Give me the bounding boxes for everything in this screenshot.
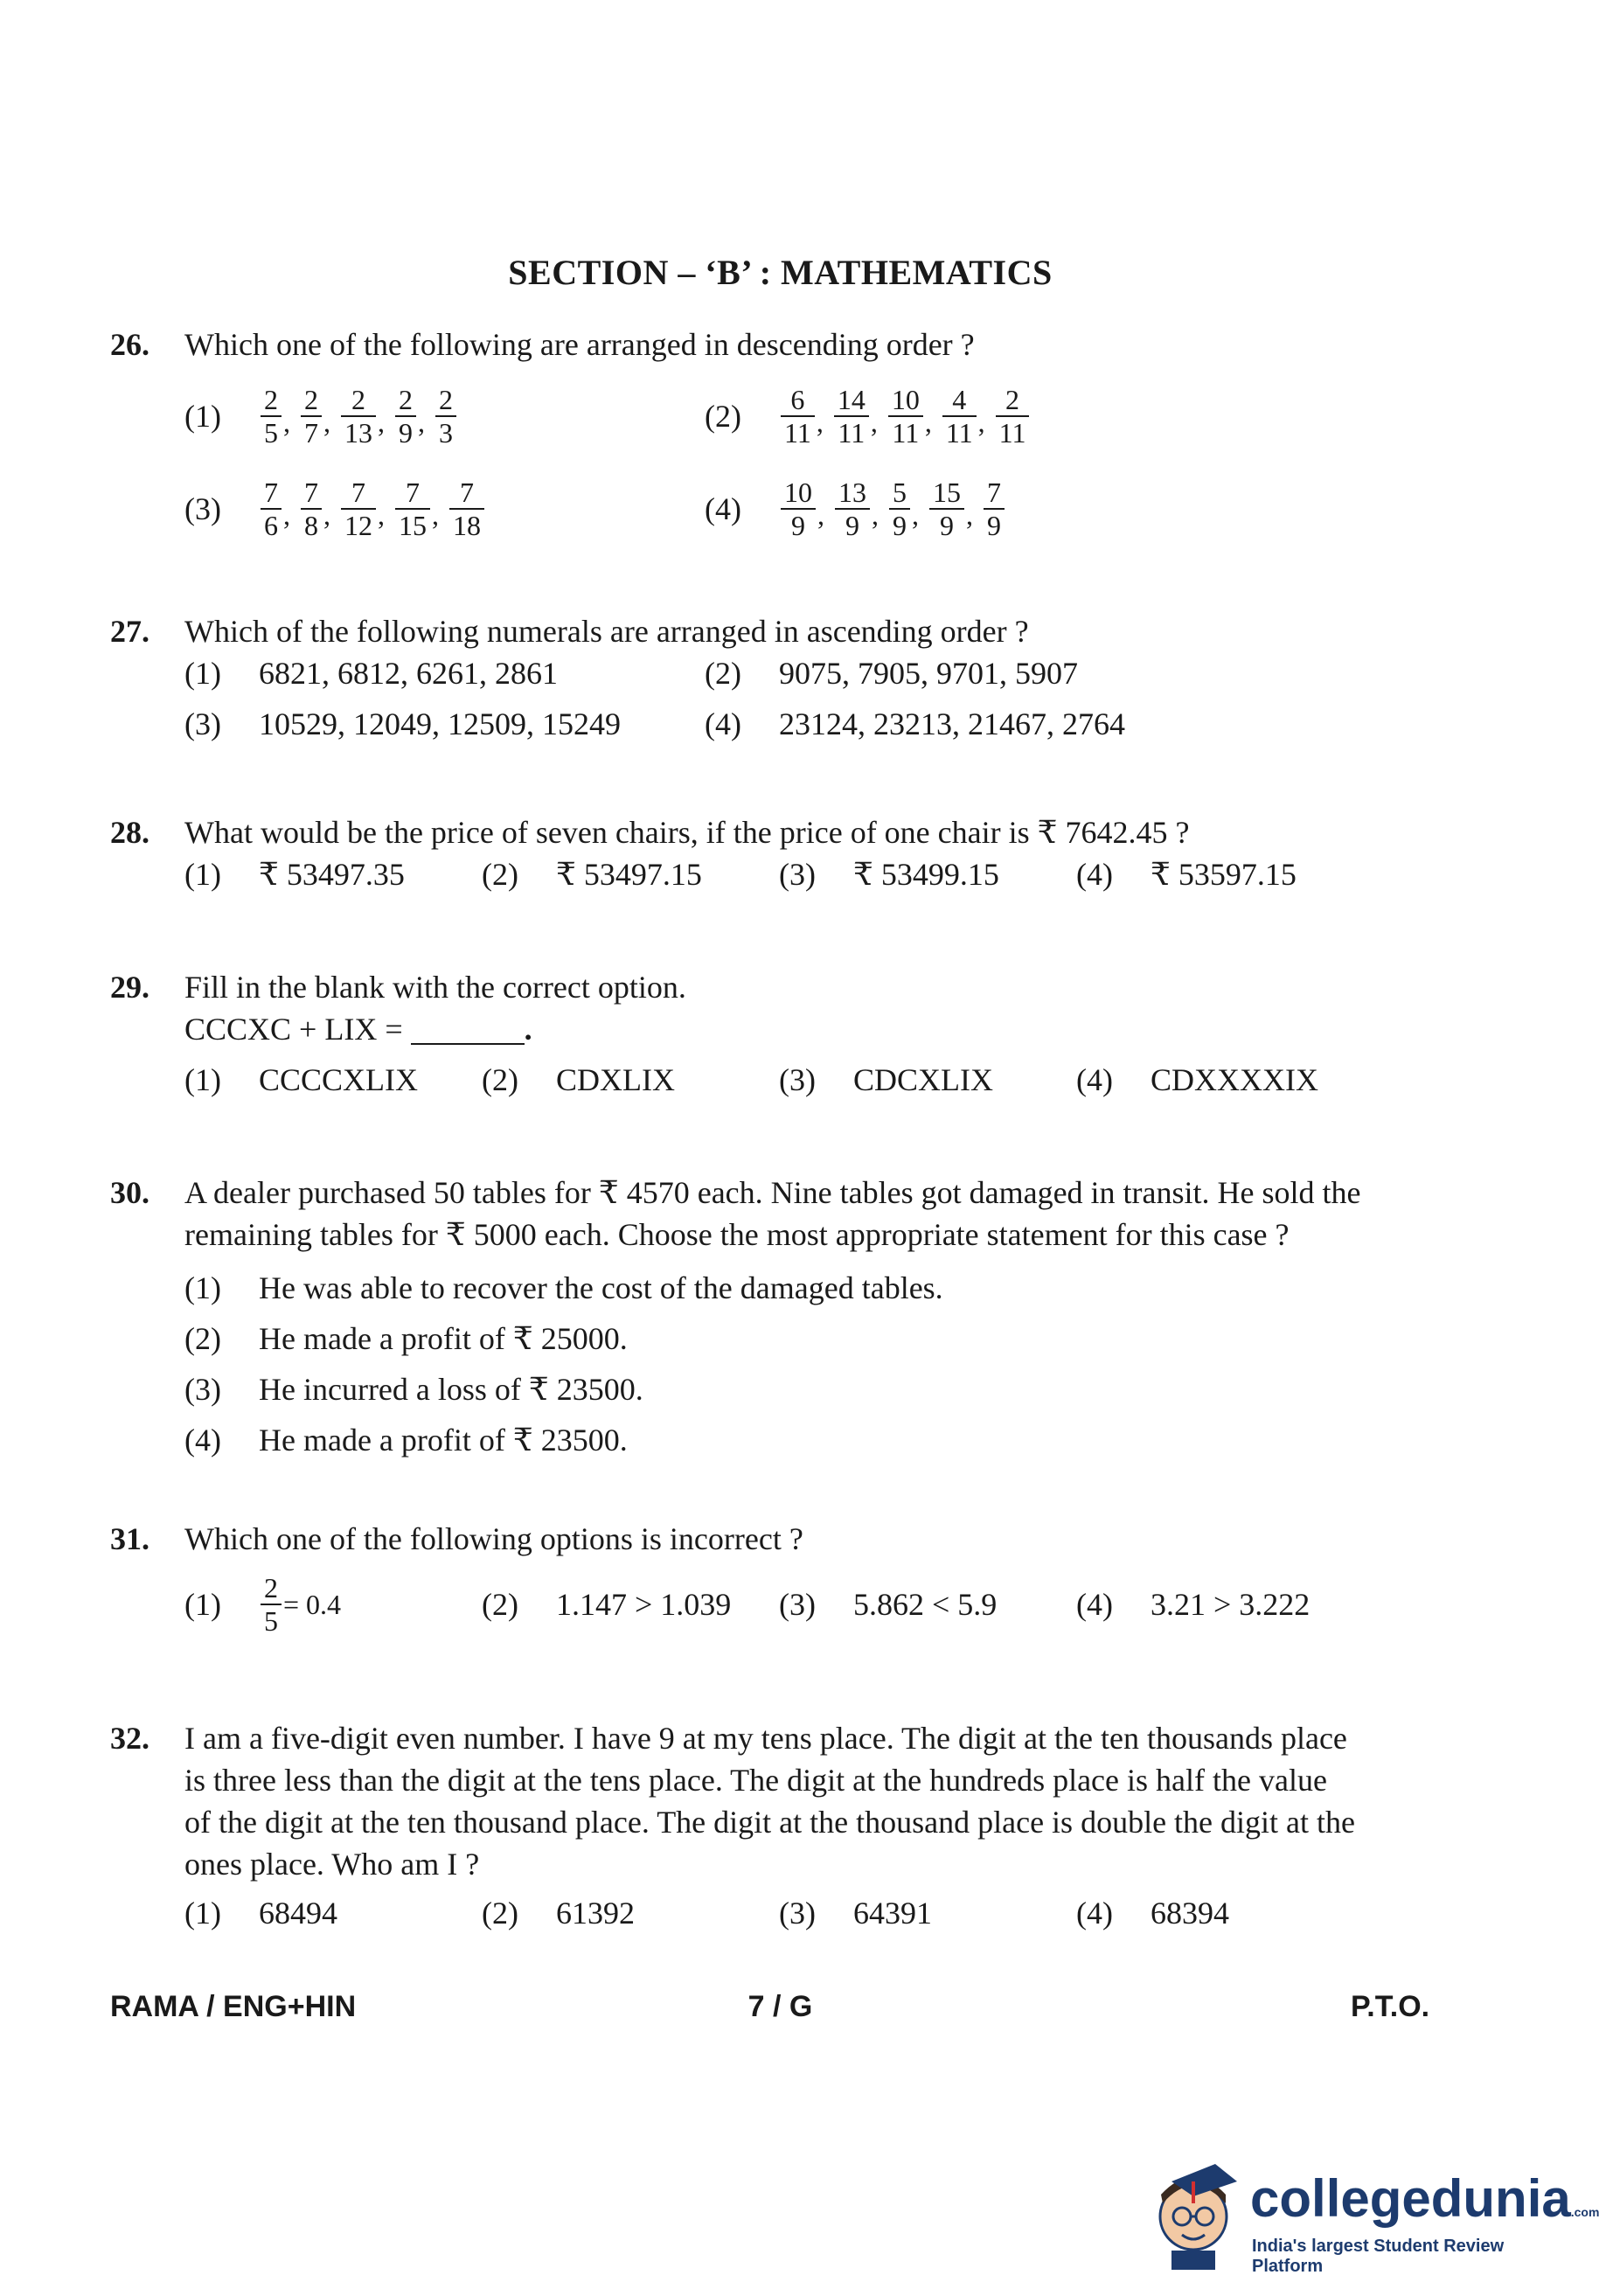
option-1: (1) $\frac{2}{5}$ = 0.4	[184, 1572, 342, 1637]
fraction: $\frac{15}{9}$	[929, 477, 964, 541]
fraction: $\frac{7}{12}$	[341, 477, 376, 541]
option-2: (2) ₹ 53497.15	[482, 857, 702, 892]
option-1: (1) 6821, 6812, 6261, 2861	[184, 656, 558, 691]
option-2: (2) He made a profit of ₹ 25000.	[184, 1321, 628, 1356]
option-1: (1) $\frac{2}{5}$ , $\frac{2}{7}$ , $\frac{2}{13}$ , $\frac{2}{9}$ , $\frac{2}{3}$	[184, 372, 458, 460]
fraction-list: $\frac{10}{9}$ , $\frac{13}{9}$ , $\frac{5}{9}$ , $\frac{15}{9}$ , $\frac{7}{9}$	[779, 477, 1006, 541]
question-text-line-2: remaining tables for ₹ 5000 each. Choose the most appropriate statement for this case ?	[184, 1217, 1290, 1252]
option-2: (2) 61392	[482, 1896, 635, 1931]
question-text: Which one of the following options is incorrect ?	[184, 1521, 803, 1556]
question-text-line-1: I am a five-digit even number. I have 9 at my tens place. The digit at the ten thousands place	[184, 1721, 1347, 1756]
option-2: (2) 9075, 7905, 9701, 5907	[705, 656, 1078, 691]
fraction-list: $\frac{6}{11}$ , $\frac{14}{11}$ , $\frac{10}{11}$ , $\frac{4}{11}$ , $\frac{2}{11}$	[779, 384, 1031, 449]
question-number: 26.	[110, 327, 149, 362]
question-32	[110, 1717, 1439, 1943]
fraction: $\frac{2}{13}$	[341, 384, 376, 449]
fraction: $\frac{7}{15}$	[395, 477, 430, 541]
section-title: SECTION – ‘B’ : MATHEMATICS	[508, 253, 1053, 292]
question-text: Fill in the blank with the correct option.	[184, 970, 686, 1005]
answer-blank	[411, 1043, 525, 1045]
fraction: $\frac{14}{11}$	[834, 384, 869, 449]
question-number: 30.	[110, 1175, 149, 1210]
question-number: 29.	[110, 970, 149, 1005]
option-3: (3) 10529, 12049, 12509, 15249	[184, 706, 621, 741]
fraction: $\frac{7}{8}$	[301, 477, 322, 541]
option-2: (2) CDXLIX	[482, 1062, 675, 1097]
option-4: (4) 68394	[1076, 1896, 1229, 1931]
option-1: (1) ₹ 53497.35	[184, 857, 405, 892]
question-29	[110, 966, 1439, 1110]
question-text-line-4: ones place. Who am I ?	[184, 1847, 480, 1882]
option-4: (4) 23124, 23213, 21467, 2764	[705, 706, 1125, 741]
fraction: $\frac{2}{11}$	[996, 384, 1030, 449]
option-4: (4) CDXXXXIX	[1076, 1062, 1318, 1097]
question-28	[110, 811, 1439, 904]
question-number: 27.	[110, 614, 149, 649]
option-4: (4) 3.21 > 3.222	[1076, 1587, 1310, 1622]
question-text-line-1: A dealer purchased 50 tables for ₹ 4570 each. Nine tables got damaged in transit. He sold the	[184, 1175, 1361, 1210]
option-3: (3) 64391	[779, 1896, 932, 1931]
option-3: (3) 5.862 < 5.9	[779, 1587, 998, 1622]
collegedunia-logo	[1145, 2142, 1599, 2276]
fraction: $\frac{2}{5}$	[261, 1572, 282, 1637]
question-27	[110, 610, 1439, 754]
fraction-list: $\frac{7}{6}$ , $\frac{7}{8}$ , $\frac{7}{12}$ , $\frac{7}{15}$ , $\frac{7}{18}$	[259, 477, 486, 541]
option-4: (4) ₹ 53597.15	[1076, 857, 1297, 892]
fraction: $\frac{13}{9}$	[835, 477, 870, 541]
fraction: $\frac{2}{7}$	[301, 384, 322, 449]
option-1: (1) He was able to recover the cost of the damaged tables.	[184, 1270, 943, 1305]
fraction: $\frac{2}{5}$	[261, 384, 282, 449]
option-4: (4) $\frac{10}{9}$ , $\frac{13}{9}$ , $\frac{5}{9}$ , $\frac{15}{9}$ , $\frac{7}{9}$	[705, 465, 1006, 553]
fraction: $\frac{2}{3}$	[435, 384, 456, 449]
fraction: $\frac{7}{9}$	[984, 477, 1005, 541]
option-2: (2) $\frac{6}{11}$ , $\frac{14}{11}$ , $\frac{10}{11}$ , $\frac{4}{11}$ , $\frac{2}{11}$	[705, 372, 1031, 460]
question-text-line-3: of the digit at the ten thousand place. The digit at the thousand place is double the digit at the	[184, 1805, 1355, 1840]
logo-tagline: India's largest Student Review Platform	[1252, 2237, 1505, 2276]
fraction: $\frac{7}{18}$	[449, 477, 484, 541]
question-text: Which one of the following are arranged in descending order ?	[184, 327, 975, 362]
option-3: (3) He incurred a loss of ₹ 23500.	[184, 1372, 643, 1407]
question-text: Which of the following numerals are arranged in ascending order ?	[184, 614, 1029, 649]
fraction: $\frac{4}{11}$	[942, 384, 977, 449]
roman-expression: CCCXC + LIX = .	[184, 1012, 532, 1047]
question-number: 32.	[110, 1721, 149, 1756]
fraction: $\frac{10}{9}$	[781, 477, 816, 541]
option-3: (3) CDCXLIX	[779, 1062, 993, 1097]
question-30	[110, 1172, 1439, 1465]
page-number: 7 / G	[747, 1990, 813, 2023]
question-number: 31.	[110, 1521, 149, 1556]
logo-wordmark: collegedunia.com	[1250, 2169, 1599, 2228]
option-3: (3) ₹ 53499.15	[779, 857, 999, 892]
question-26	[110, 324, 1439, 565]
fraction: $\frac{5}{9}$	[889, 477, 910, 541]
fraction-list: $\frac{2}{5}$ , $\frac{2}{7}$ , $\frac{2}{13}$ , $\frac{2}{9}$ , $\frac{2}{3}$	[259, 384, 458, 449]
option-2: (2) 1.147 > 1.039	[482, 1587, 732, 1622]
option-3: (3) $\frac{7}{6}$ , $\frac{7}{8}$ , $\frac{7}{12}$ , $\frac{7}{15}$ , $\frac{7}{18}$	[184, 465, 486, 553]
fraction: $\frac{7}{6}$	[261, 477, 282, 541]
fraction: $\frac{2}{9}$	[395, 384, 416, 449]
fraction: $\frac{6}{11}$	[781, 384, 815, 449]
option-1: (1) CCCCXLIX	[184, 1062, 419, 1097]
pto-label: P.T.O.	[1351, 1990, 1430, 2023]
question-31	[110, 1518, 1439, 1644]
option-1: (1) 68494	[184, 1896, 337, 1931]
mascot-icon	[1145, 2142, 1241, 2273]
fraction: $\frac{10}{11}$	[888, 384, 923, 449]
option-4: (4) He made a profit of ₹ 23500.	[184, 1423, 628, 1458]
question-text-line-2: is three less than the digit at the tens place. The digit at the hundreds place is half the value	[184, 1763, 1327, 1798]
footer-code: RAMA / ENG+HIN	[110, 1990, 357, 2023]
question-text: What would be the price of seven chairs, if the price of one chair is ₹ 7642.45 ?	[184, 815, 1190, 850]
question-number: 28.	[110, 815, 149, 850]
